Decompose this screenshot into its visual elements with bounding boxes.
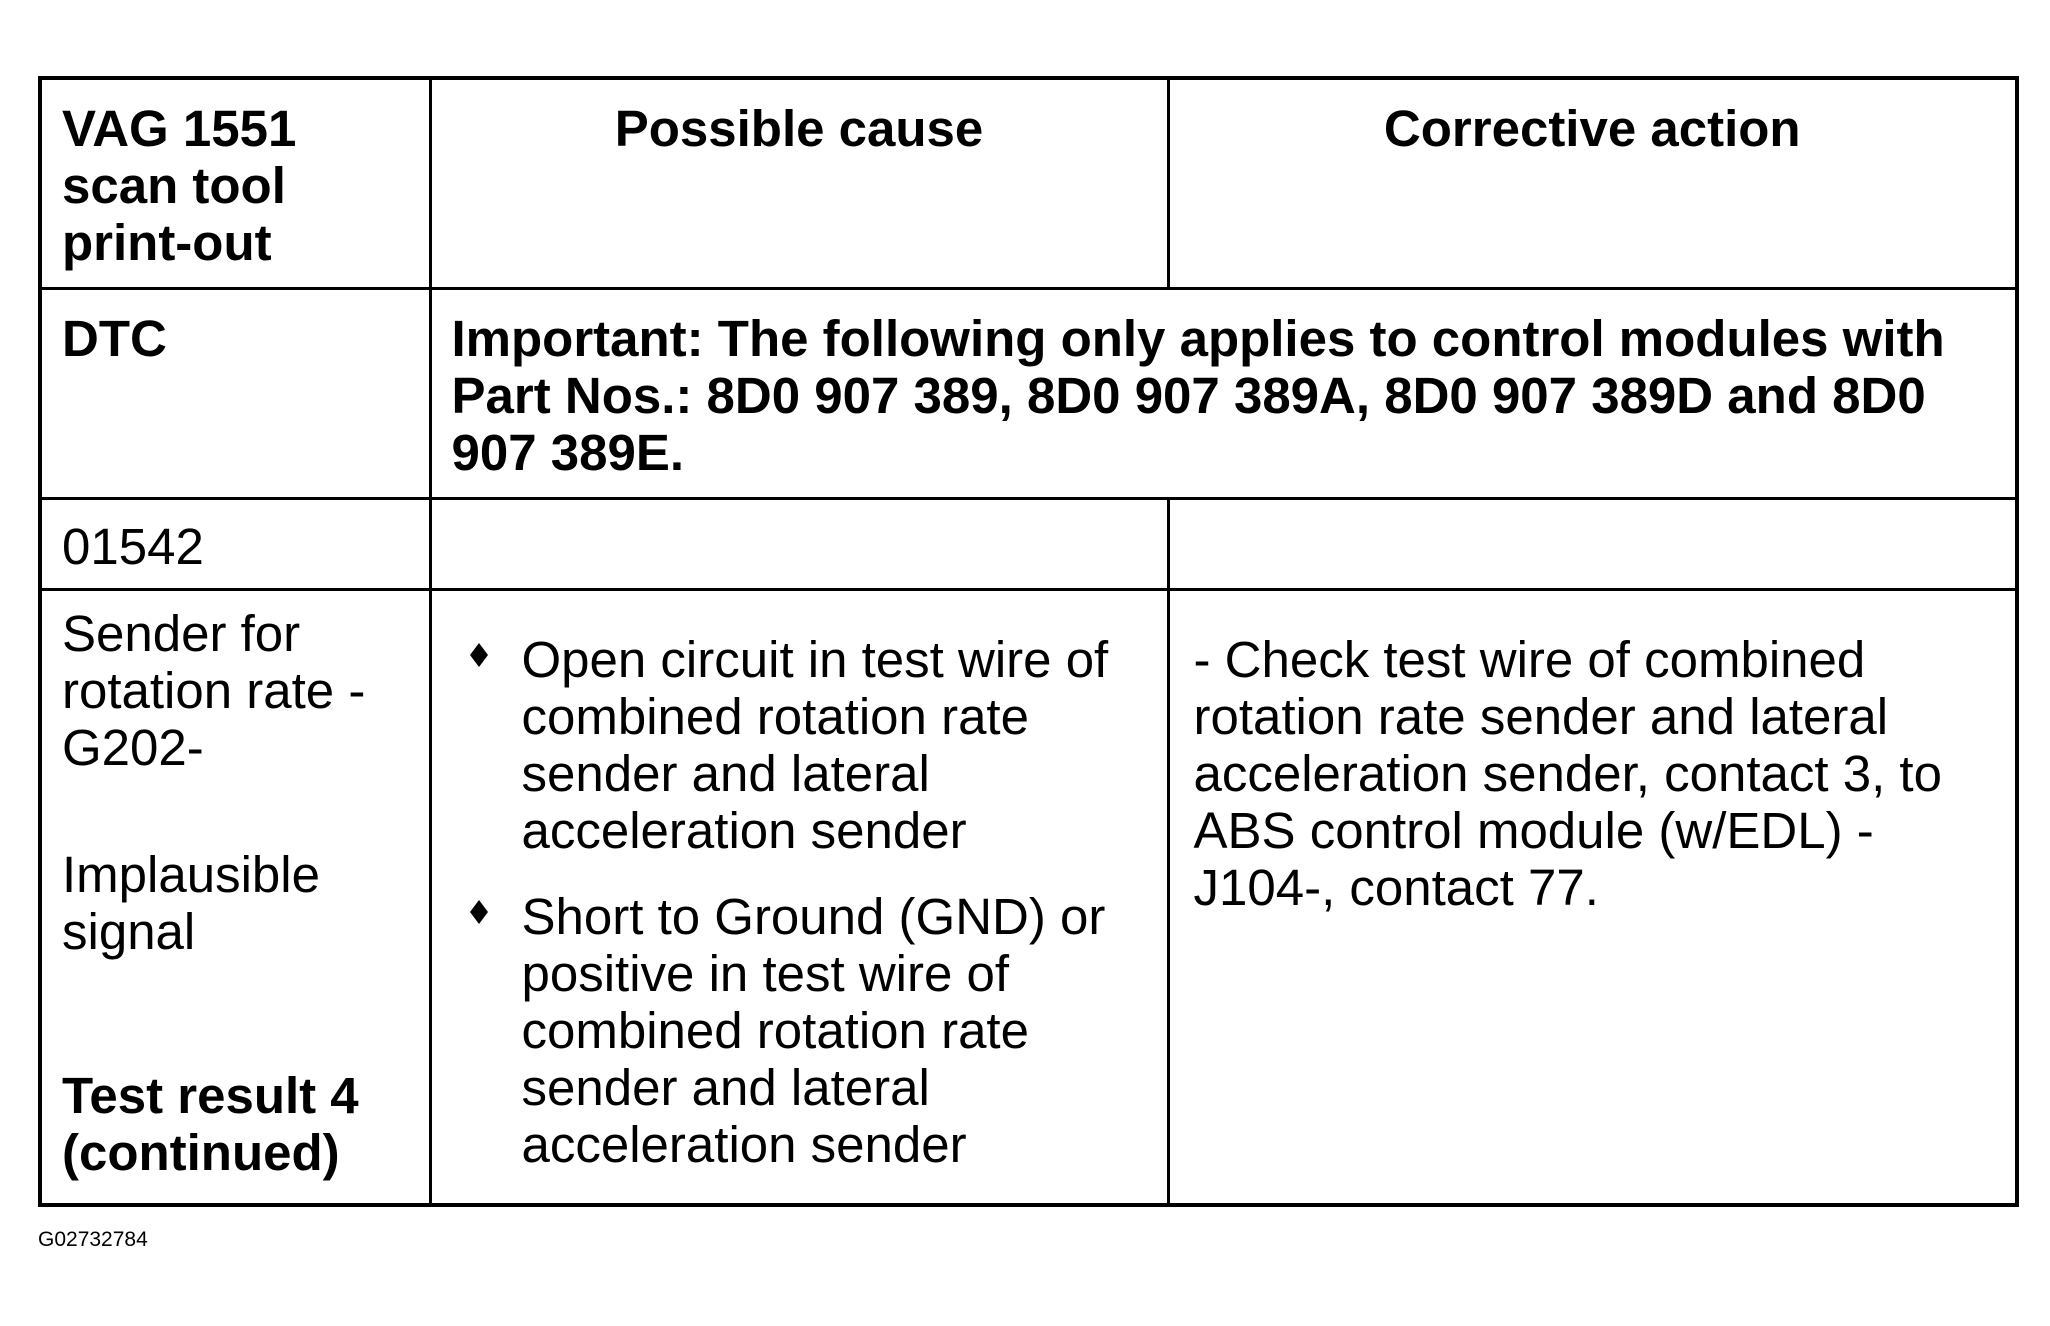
description-cell [40, 589, 430, 1205]
header-scan-tool-text: VAG 1551 scan tool print-out [62, 100, 297, 271]
dtc-label: DTC [62, 309, 167, 367]
cause-item [470, 631, 1147, 859]
header-row [40, 78, 2017, 288]
dtc-code: 01542 [62, 518, 204, 576]
possible-causes-cell [430, 589, 1168, 1205]
description-signal: Implausible signal [62, 845, 320, 960]
description-spacer-2 [62, 960, 409, 1067]
dtc-note-cell [430, 288, 2017, 498]
header-corrective-action [1168, 78, 2017, 288]
header-possible-cause [430, 78, 1168, 288]
diamond-bullet-icon [470, 900, 488, 924]
dtc-code-cell [40, 499, 430, 589]
diamond-bullet-icon [470, 643, 488, 667]
description-spacer [62, 776, 409, 846]
header-scan-tool [40, 78, 430, 288]
dtc-important-note: Important: The following only applies to control modules with Part Nos.: 8D0 907 389, 8D0 907 389A, 8D0 907 389D and 8D0 907 389E. [451, 309, 1945, 481]
possible-causes-list [432, 591, 1167, 1173]
description-sender: Sender for rotation rate -G202- [62, 604, 366, 776]
corrective-action-cell [1168, 589, 2017, 1205]
dtc-row [40, 288, 2017, 498]
description-test-result: Test result 4 (continued) [62, 1066, 359, 1181]
cause-text: Short to Ground (GND) or positive in test wire of combined rotation rate sender and lateral acceleration sender [521, 887, 1106, 1173]
header-possible-cause-text: Possible cause [614, 100, 984, 157]
code-row [40, 499, 2017, 589]
detail-row [40, 589, 2017, 1205]
dtc-label-cell [40, 288, 430, 498]
header-corrective-action-text: Corrective action [1383, 100, 1801, 157]
code-cause-cell [430, 499, 1168, 589]
cause-item [470, 888, 1147, 1173]
figure-id: G02732784 [38, 1228, 148, 1251]
diagnostic-table [38, 76, 2019, 1207]
corrective-action-text: - Check test wire of combined rotation rate sender and lateral acceleration sender, contact 3, to ABS control module (w/EDL) -J104-, contact 77. [1193, 630, 1942, 916]
cause-text: Open circuit in test wire of combined rotation rate sender and lateral acceleration sender [521, 630, 1109, 859]
code-action-cell [1168, 499, 2017, 589]
